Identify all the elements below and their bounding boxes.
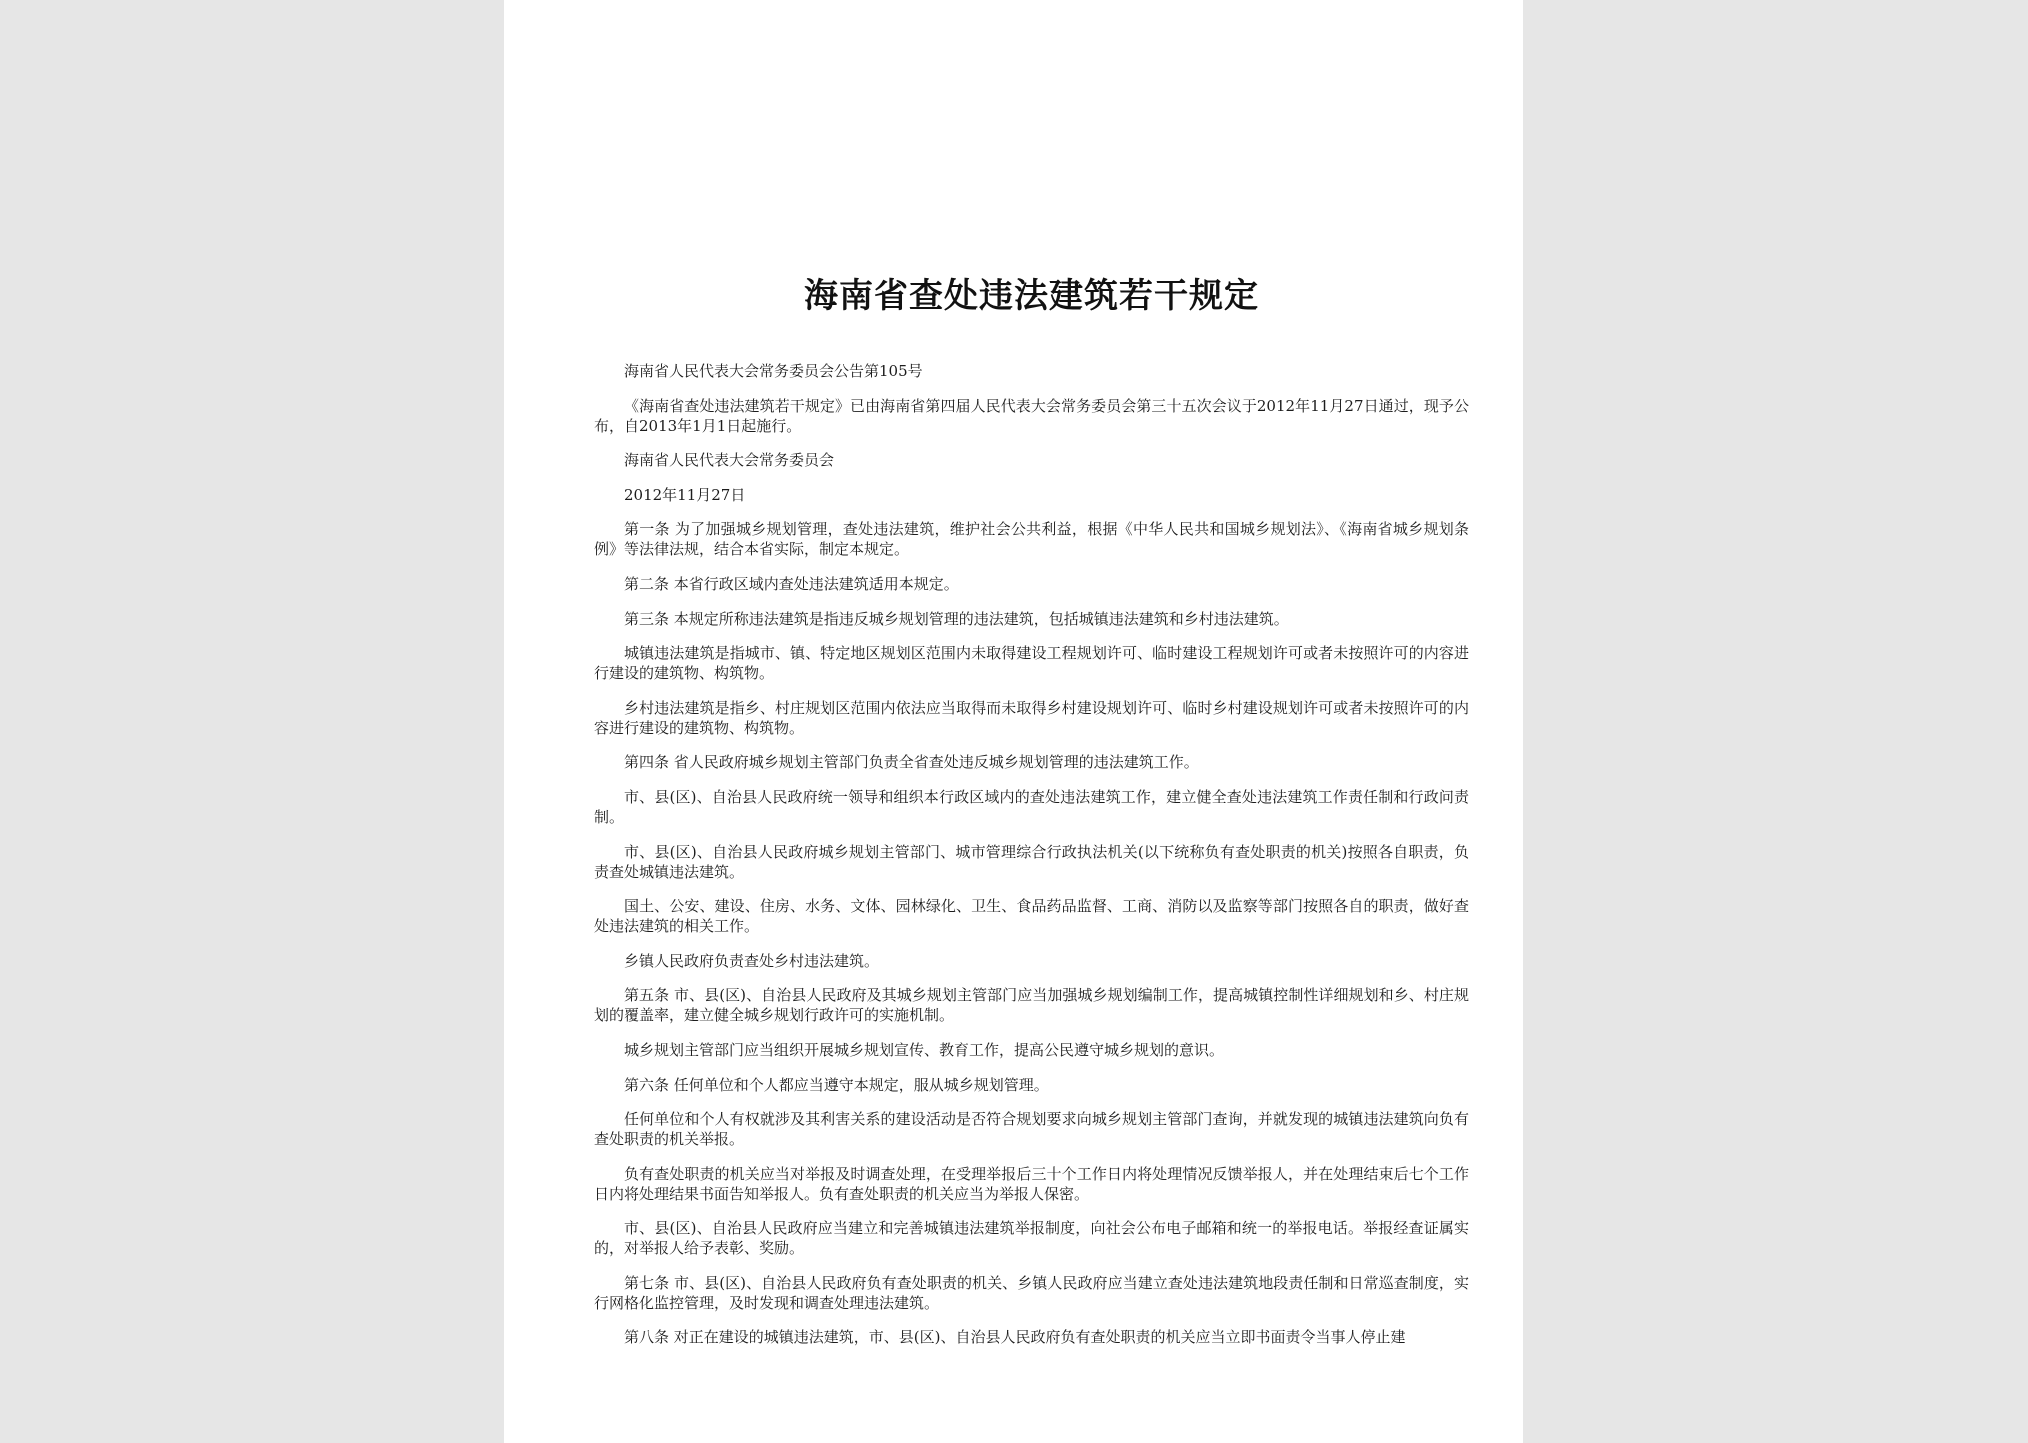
article-3-rural: 乡村违法建筑是指乡、村庄规划区范围内依法应当取得而未取得乡村建设规划许可、临时乡村建设规划许可或者未按照许可的内容进行建设的建筑物、构筑物。 (594, 698, 1469, 737)
issuing-authority: 海南省人民代表大会常务委员会 (624, 451, 835, 470)
article-4: 第四条 省人民政府城乡规划主管部门负责全省查处违反城乡规划管理的违法建筑工作。 (624, 753, 1199, 772)
article-4-agencies: 市、县(区)、自治县人民政府城乡规划主管部门、城市管理综合行政执法机关(以下统称负有查处职责的机关)按照各自职责，负责查处城镇违法建筑。 (594, 842, 1469, 881)
announcement-number: 海南省人民代表大会常务委员会公告第105号 (624, 362, 923, 380)
article-6-feedback: 负有查处职责的机关应当对举报及时调查处理，在受理举报后三十个工作日内将处理情况反馈举报人，并在处理结束后七个工作日内将处理结果书面告知举报人。负有查处职责的机关应当为举报人保密。 (594, 1164, 1469, 1203)
article-1: 第一条 为了加强城乡规划管理，查处违法建筑，维护社会公共利益，根据《中华人民共和国城乡规划法》、《海南省城乡规划条例》等法律法规，结合本省实际，制定本规定。 (594, 520, 1469, 559)
article-7: 第七条 市、县(区)、自治县人民政府负有查处职责的机关、乡镇人民政府应当建立查处违法建筑地段责任制和日常巡查制度，实行网格化监控管理，及时发现和调查处理违法建筑。 (594, 1273, 1469, 1312)
article-4-townships: 乡镇人民政府负责查处乡村违法建筑。 (624, 951, 880, 970)
article-2: 第二条 本省行政区域内查处违法建筑适用本规定。 (624, 574, 959, 593)
document-page (504, 0, 1523, 1443)
article-6-inquiry: 任何单位和个人有权就涉及其利害关系的建设活动是否符合规划要求向城乡规划主管部门查询，并就发现的城镇违法建筑向负有查处职责的机关举报。 (594, 1110, 1469, 1149)
article-4-departments: 国土、公安、建设、住房、水务、文体、园林绿化、卫生、食品药品监督、工商、消防以及监察等部门按照各自的职责，做好查处违法建筑的相关工作。 (594, 897, 1469, 936)
article-3: 第三条 本规定所称违法建筑是指违反城乡规划管理的违法建筑，包括城镇违法建筑和乡村违法建筑。 (624, 609, 1289, 628)
issue-date: 2012年11月27日 (624, 485, 746, 504)
document-title: 海南省查处违法建筑若干规定 (804, 276, 1259, 316)
article-3-urban: 城镇违法建筑是指城市、镇、特定地区规划区范围内未取得建设工程规划许可、临时建设工程规划许可或者未按照许可的内容进行建设的建筑物、构筑物。 (594, 644, 1469, 683)
article-8: 第八条 对正在建设的城镇违法建筑，市、县(区)、自治县人民政府负有查处职责的机关应当立即书面责令当事人停止建 (624, 1328, 1406, 1347)
article-6-reporting: 市、县(区)、自治县人民政府应当建立和完善城镇违法建筑举报制度，向社会公布电子邮箱和统一的举报电话。举报经查证属实的，对举报人给予表彰、奖励。 (594, 1219, 1469, 1258)
article-5: 第五条 市、县(区)、自治县人民政府及其城乡规划主管部门应当加强城乡规划编制工作，提高城镇控制性详细规划和乡、村庄规划的覆盖率，建立健全城乡规划行政许可的实施机制。 (594, 986, 1469, 1025)
article-4-county: 市、县(区)、自治县人民政府统一领导和组织本行政区域内的查处违法建筑工作，建立健全查处违法建筑工作责任制和行政问责制。 (594, 787, 1469, 826)
promulgation-paragraph: 《海南省查处违法建筑若干规定》已由海南省第四届人民代表大会常务委员会第三十五次会议于2012年11月27日通过，现予公布，自2013年1月1日起施行。 (594, 396, 1469, 435)
article-5-education: 城乡规划主管部门应当组织开展城乡规划宣传、教育工作，提高公民遵守城乡规划的意识。 (624, 1040, 1225, 1059)
article-6: 第六条 任何单位和个人都应当遵守本规定，服从城乡规划管理。 (624, 1075, 1049, 1094)
